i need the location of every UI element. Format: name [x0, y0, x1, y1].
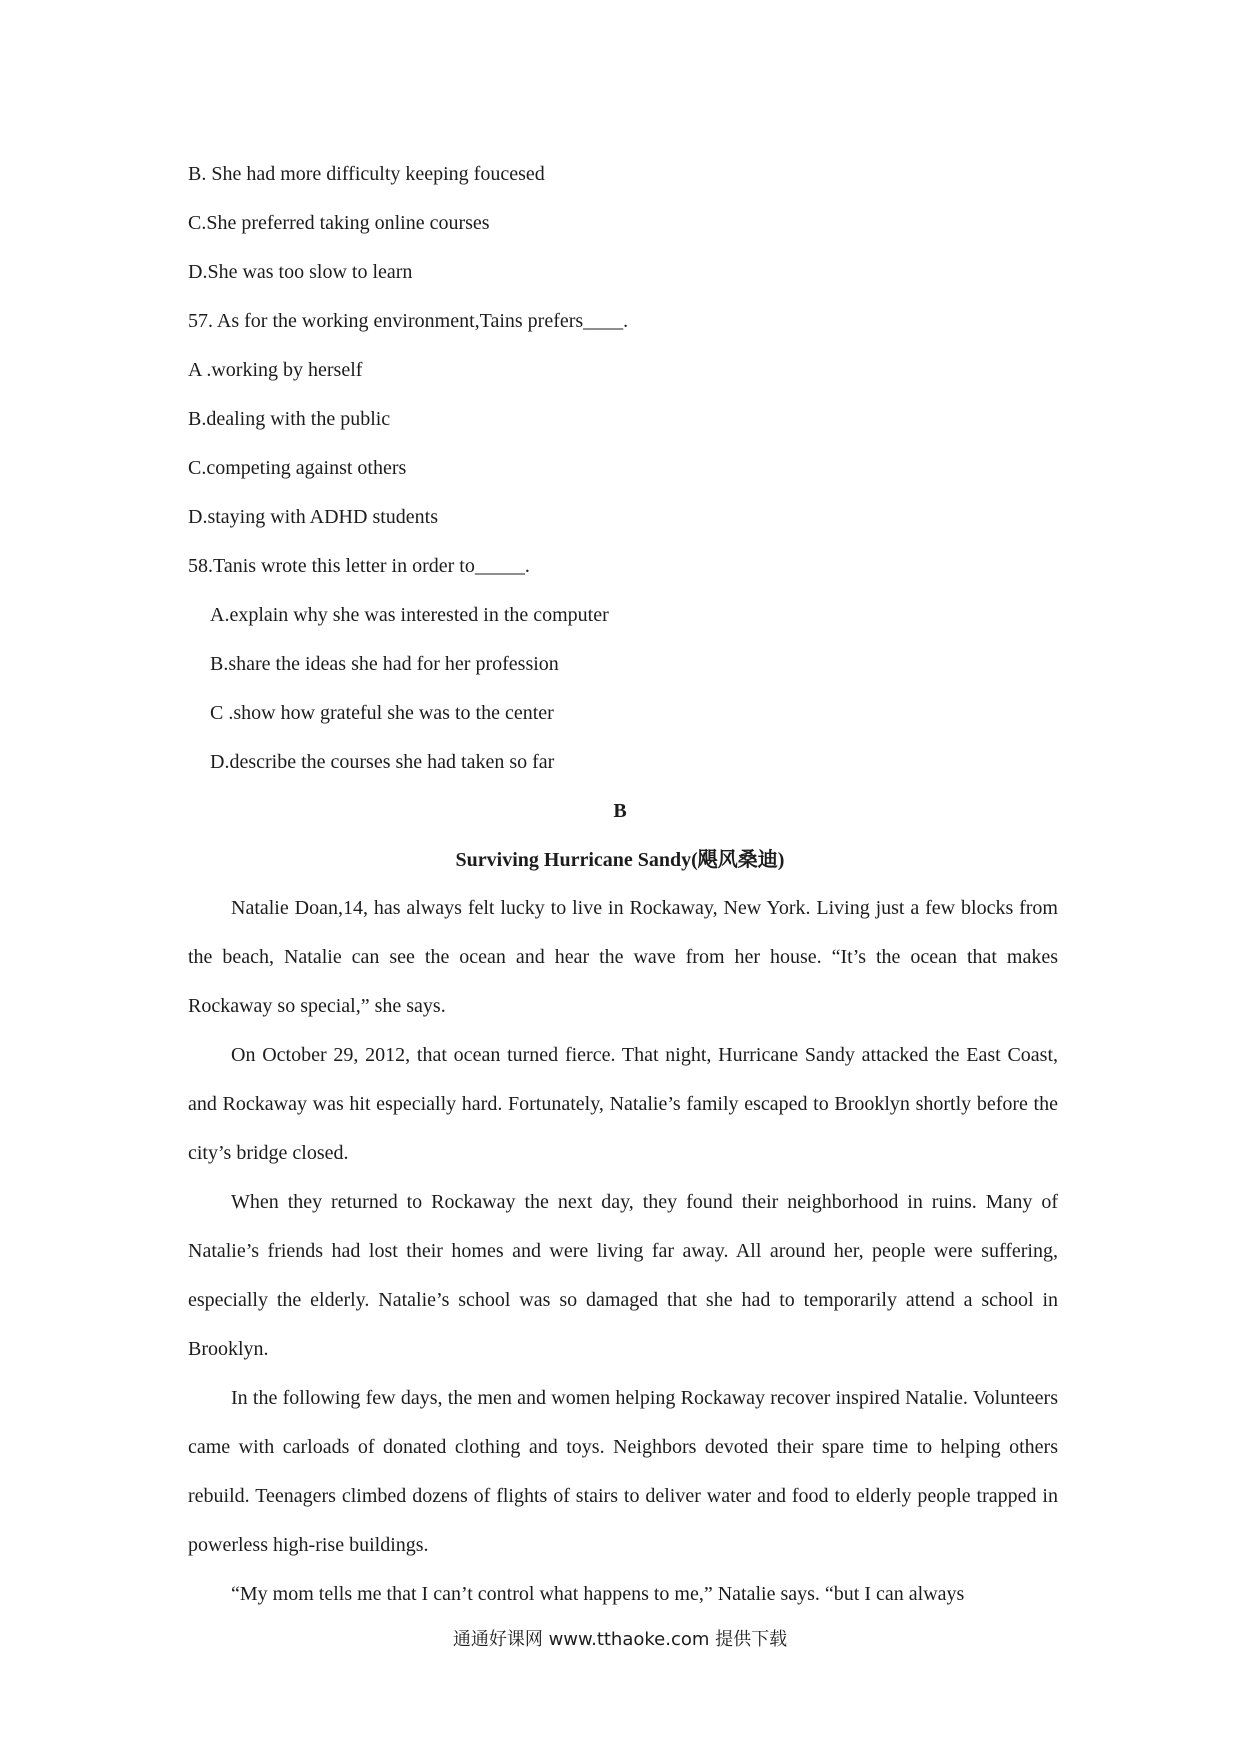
q57-option-b: B.dealing with the public	[188, 408, 391, 430]
q58-option-c: C .show how grateful she was to the center	[210, 702, 554, 724]
passage-paragraph: In the following few days, the men and women helping Rockaway recover inspired Natalie. Volunteers came with carloads of donated clothing and toys. Neighbors devoted their spare time to helping others rebuild. Teenagers climbed dozens of flights of stairs to deliver water and food to elderly people trapped in powerless high-rise buildings.	[188, 1387, 1058, 1556]
q58-stem: 58.Tanis wrote this letter in order to_____.	[188, 555, 530, 577]
passage-paragraph: On October 29, 2012, that ocean turned fierce. That night, Hurricane Sandy attacked the East Coast, and Rockaway was hit especially hard. Fortunately, Natalie’s family escaped to Brooklyn shortly before the city’s bridge closed.	[188, 1044, 1058, 1164]
page-footer: 通通好课网 www.tthaoke.com 提供下载	[452, 1629, 788, 1650]
q56-option-c: C.She preferred taking online courses	[188, 212, 490, 234]
q57-option-a: A .working by herself	[188, 359, 363, 381]
passage-paragraph: Natalie Doan,14, has always felt lucky to live in Rockaway, New York. Living just a few blocks from the beach, Natalie can see the ocean and hear the wave from her house. “It’s the ocean that makes Rockaway so special,” she says.	[188, 897, 1058, 1017]
passage-paragraph: When they returned to Rockaway the next day, they found their neighborhood in ruins. Many of Natalie’s friends had lost their homes and were living far away. All around her, people were suffering, especially the elderly. Natalie’s school was so damaged that she had to temporarily attend a school in Brooklyn.	[188, 1191, 1058, 1360]
passage-paragraph: “My mom tells me that I can’t control what happens to me,” Natalie says. “but I can always	[231, 1583, 965, 1605]
section-label: B	[613, 800, 627, 822]
q57-option-c: C.competing against others	[188, 457, 407, 479]
q57-stem: 57. As for the working environment,Tains prefers____.	[188, 310, 629, 332]
passage-title: Surviving Hurricane Sandy(飓风桑迪)	[455, 849, 785, 871]
q58-option-d: D.describe the courses she had taken so far	[210, 751, 555, 773]
q57-option-d: D.staying with ADHD students	[188, 506, 438, 528]
q58-option-b: B.share the ideas she had for her profession	[210, 653, 559, 675]
q58-option-a: A.explain why she was interested in the computer	[210, 604, 609, 626]
q56-option-b: B. She had more difficulty keeping foucesed	[188, 163, 545, 185]
q56-option-d: D.She was too slow to learn	[188, 261, 413, 283]
